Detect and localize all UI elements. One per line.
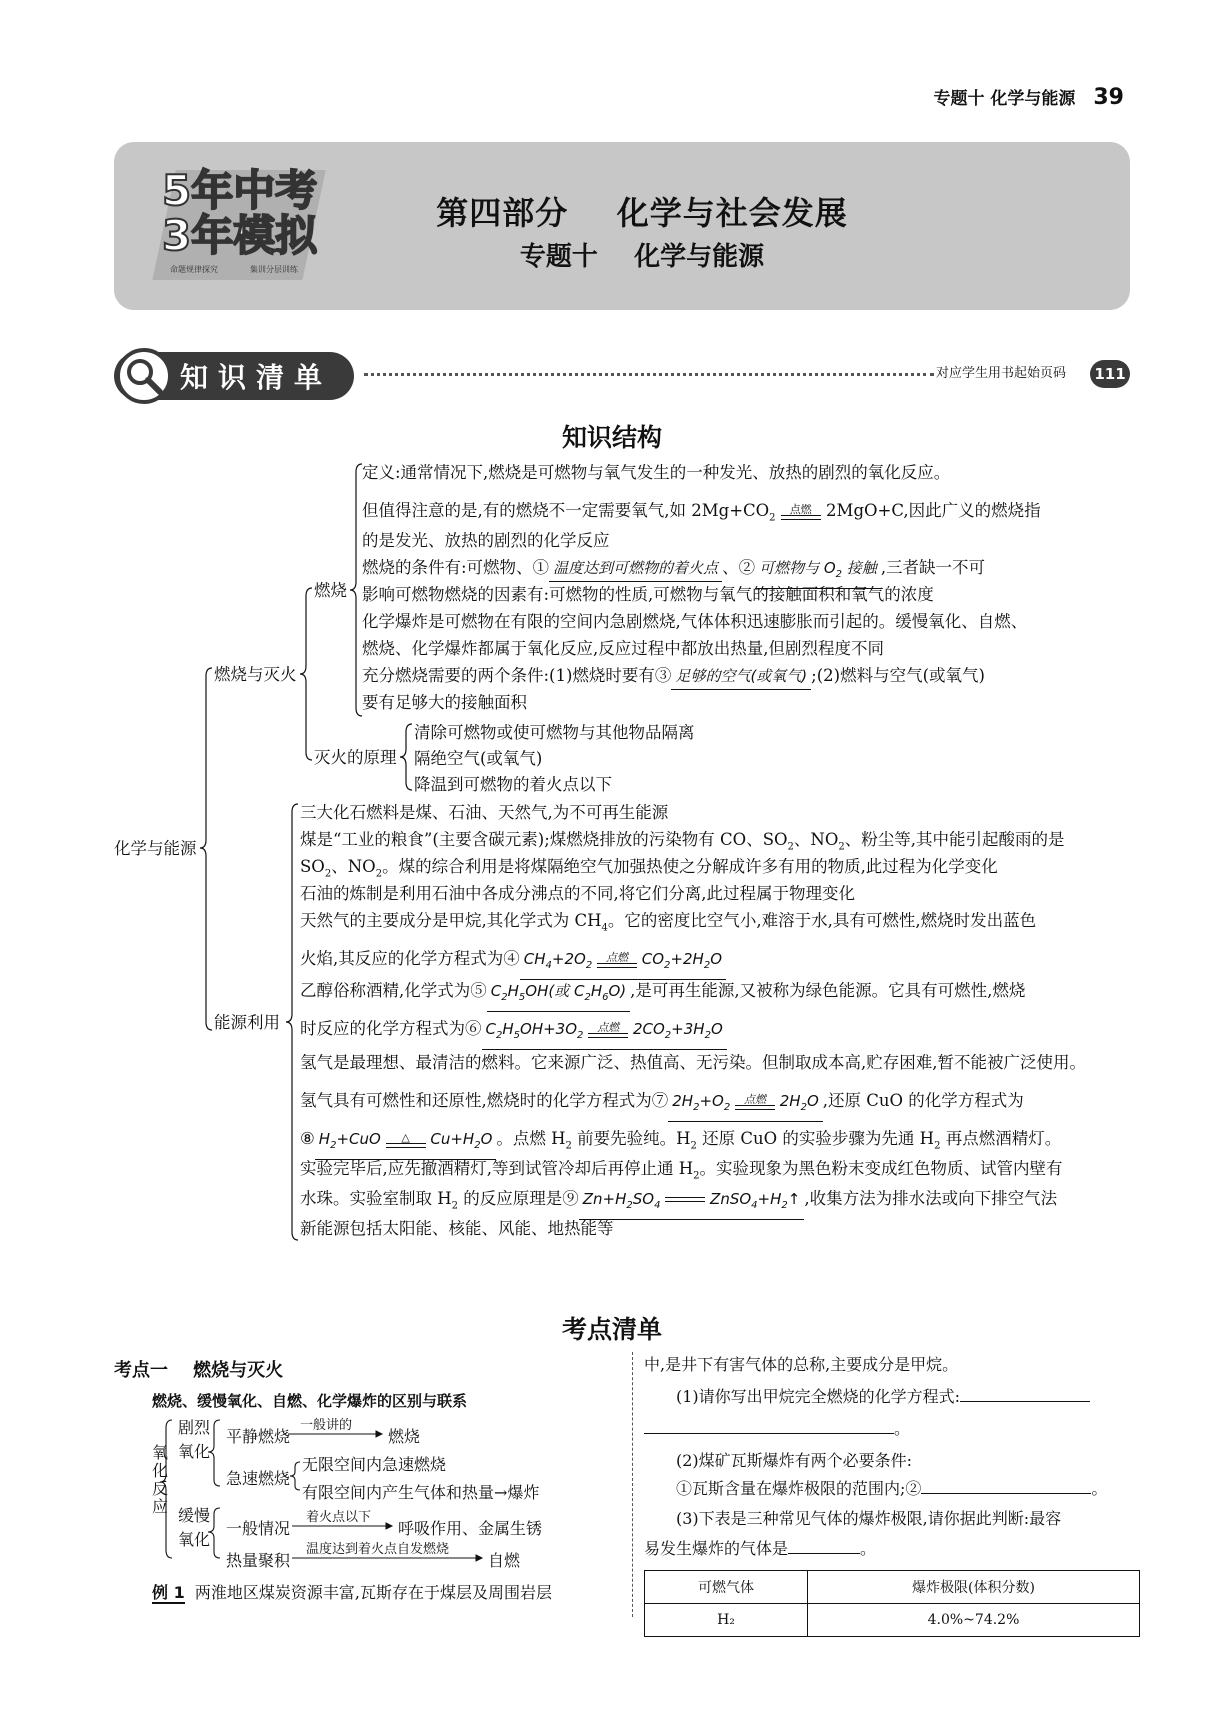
extinguish-line-1: 清除可燃物或使可燃物与其他物品隔离 (414, 723, 695, 742)
question-1: (1)请你写出甲烷完全燃烧的化学方程式: (676, 1384, 1090, 1407)
right-line-1: 中,是井下有害气体的总称,主要成分是甲烷。 (644, 1355, 959, 1374)
answer-blank-1b[interactable] (644, 1433, 894, 1434)
page-ref-label: 对应学生用书起始页码 (936, 366, 1067, 381)
energy-line-8: 时反应的化学方程式为⑥ $C_2H_5OH+3O_2$ 点燃 $2CO_2+3H_2O$ (300, 1016, 727, 1050)
answer-5: $C_2H_5OH$(或 $C_2H_6O$) (487, 978, 630, 1012)
question-1-line2: 。 (644, 1416, 910, 1439)
burning-line-8: 充分燃烧需要的两个条件:(1)燃烧时要有③ 足够的空气(或氧气) ;(2)燃料与空气(或氧气) (362, 663, 985, 690)
tree-root: 氧化反应 (152, 1443, 169, 1516)
tree-general-result: 呼吸作用、金属生锈 (398, 1519, 543, 1538)
energy-line-3: $SO_2$、$NO_2$。煤的综合利用是将煤隔绝空气加强热使之分解成许多有用的物质,此过程为化学变化 (300, 857, 998, 880)
burning-line-2: 但值得注意的是,有的燃烧不一定需要氧气,如 $2Mg+CO_2$ 点燃 2MgO+C,因此广义的燃烧指 (362, 501, 1041, 524)
branch-energy: 能源利用 (214, 1013, 280, 1032)
burning-line-7: 燃烧、化学爆炸都属于氧化反应,反应过程中都放出热量,但剧烈程度不同 (362, 639, 884, 658)
extinguish-line-3: 降温到可燃物的着火点以下 (414, 775, 612, 794)
answer-4: $CH_4+2O_2$ 点燃 $CO_2+2H_2O$ (520, 946, 726, 980)
tree-violent: 剧烈氧化 (178, 1418, 211, 1461)
tree-rapid-1: 无限空间内急速燃烧 (302, 1455, 447, 1474)
logo-line1: 5年中考 (162, 166, 318, 215)
energy-line-2: 煤是“工业的粮食”(主要含碳元素);煤燃烧排放的污染物有 CO、$SO_2$、$NO_2$、粉尘等,其中能引起酸雨的是 (300, 830, 1065, 853)
table-row (645, 1604, 1140, 1637)
root-node: 化学与能源 (114, 839, 197, 858)
tree-heat: 热量聚积 (226, 1551, 291, 1570)
example-label: 例 1 (152, 1583, 185, 1602)
energy-line-6: 火焰,其反应的化学方程式为④ $CH_4+2O_2$ 点燃 $CO_2+2H_2O$ (300, 946, 726, 980)
question-2: (2)煤矿瓦斯爆炸有两个必要条件: (676, 1451, 913, 1470)
answer-blank-2[interactable] (921, 1493, 1091, 1494)
column-divider (632, 1352, 633, 1617)
tree-heat-arrow-label: 温度达到着火点自发燃烧 (306, 1542, 450, 1557)
answer-3: 足够的空气(或氧气) (671, 663, 811, 690)
exam-title: 考点清单 (561, 1315, 662, 1344)
energy-line-5: 天然气的主要成分是甲烷,其化学式为 $CH_4$。它的密度比空气小,难溶于水,具有可燃性,燃烧时发出蓝色 (300, 911, 1037, 934)
example-1: 例 1 两淮地区煤炭资源丰富,瓦斯存在于煤层及周围岩层 (152, 1583, 552, 1602)
burning-line-6: 化学爆炸是可燃物在有限的空间内急剧燃烧,气体体积迅速膨胀而引起的。缓慢氧化、自燃、 (362, 612, 1028, 631)
point1-subtitle: 燃烧、缓慢氧化、自燃、化学爆炸的区别与联系 (152, 1392, 468, 1410)
burning-line-1: 定义:通常情况下,燃烧是可燃物与氧气发生的一种发光、放热的剧烈的氧化反应。 (362, 463, 951, 482)
page-number: 39 (1093, 85, 1124, 110)
tree-calm: 平静燃烧 (226, 1427, 291, 1446)
answer-6: $C_2H_5OH+3O_2$ 点燃 $2CO_2+3H_2O$ (482, 1016, 727, 1050)
tree-rapid: 急速燃烧 (226, 1469, 291, 1488)
answer-8: $H_2+CuO$ △ $Cu+H_2O$ (315, 1126, 497, 1160)
energy-line-14: 新能源包括太阳能、核能、风能、地热能等 (300, 1219, 614, 1238)
node-extinguish: 灭火的原理 (314, 748, 397, 767)
table-cell: H₂ (645, 1604, 808, 1637)
energy-line-13: 水珠。实验室制取 $H_2$ 的反应原理是⑨ $Zn+H_2SO_4$ $ZnSO_4+H_2↑$ ,收集方法为排水法或向下排空气法 (300, 1186, 1057, 1220)
section-label: 知识清单 (180, 361, 333, 394)
answer-9: $Zn+H_2SO_4$ $ZnSO_4+H_2↑$ (579, 1186, 805, 1220)
point1-title: 考点一 燃烧与灭火 (114, 1360, 284, 1381)
energy-line-1: 三大化石燃料是煤、石油、天然气,为不可再生能源 (300, 803, 669, 822)
table-header-row (645, 1571, 1140, 1604)
ignite-equals: 点燃 (781, 504, 821, 520)
energy-line-4: 石油的炼制是利用石油中各成分沸点的不同,将它们分离,此过程属于物理变化 (300, 884, 855, 903)
tree-general: 一般情况 (226, 1519, 291, 1538)
question-2a: ①瓦斯含量在爆炸极限的范围内;② 。 (676, 1479, 1108, 1498)
energy-line-9: 氢气是最理想、最清洁的燃料。它来源广泛、热值高、无污染。但制取成本高,贮存困难,暂不能被广泛使用。 (300, 1053, 1086, 1072)
answer-7: $2H_2+O_2$ 点燃 $2H_2O$ (668, 1088, 823, 1122)
energy-line-10: 氢气具有可燃性和还原性,燃烧时的化学方程式为⑦ $2H_2+O_2$ 点燃 $2H_2O$ ,还原 CuO 的化学方程式为 (300, 1088, 1024, 1122)
explosion-limit-table (644, 1570, 1140, 1637)
tree-rapid-2: 有限空间内产生气体和热量→爆炸 (302, 1483, 540, 1502)
answer-blank-1[interactable] (960, 1401, 1090, 1402)
logo-line2: 3年模拟 (162, 211, 318, 260)
energy-line-12: 实验完毕后,应先撤酒精灯,等到试管冷却后再停止通 $H_2$。实验现象为黑色粉末变成红色物质、试管内壁有 (300, 1159, 1063, 1182)
answer-1: 温度达到可燃物的着火点 (549, 555, 722, 582)
node-burning: 燃烧 (314, 581, 347, 600)
tree-calm-result: 燃烧 (388, 1427, 421, 1446)
branch-combustion: 燃烧与灭火 (214, 665, 297, 684)
answer-2: 可燃物与 $O_2$ 接触 (755, 555, 881, 589)
question-3: (3)下表是三种常见气体的爆炸极限,请你据此判断:最容 (676, 1509, 1062, 1528)
question-3b: 易发生爆炸的气体是 。 (644, 1539, 877, 1558)
burning-line-3: 的是发光、放热的剧烈的化学反应 (362, 531, 610, 550)
table-header: 爆炸极限(体积分数) (808, 1571, 1140, 1604)
burning-line-4: 燃烧的条件有:可燃物、① 温度达到可燃物的着火点 、② 可燃物与 $O_2$ 接触 ,三者缺一不可 (362, 555, 985, 589)
tree-slow: 缓慢氧化 (178, 1506, 211, 1549)
logo-sub2: 集训分层训练 (250, 265, 298, 274)
tree-general-arrow-label: 着火点以下 (306, 1510, 372, 1525)
structure-title: 知识结构 (561, 423, 662, 452)
logo-sub1: 命题规律探究 (170, 265, 218, 274)
page-ref-badge: 111 (1090, 360, 1130, 388)
extinguish-line-2: 隔绝空气(或氧气) (414, 749, 543, 768)
running-header-topic: 专题十 化学与能源 (933, 89, 1076, 109)
burning-line-5: 影响可燃物燃烧的因素有:可燃物的性质,可燃物与氧气的接触面积和氧气的浓度 (362, 585, 934, 604)
energy-line-11: ⑧ $H_2+CuO$ △ $Cu+H_2O$ 。点燃 $H_2$ 前要先验纯。$H_2$ 还原 CuO 的实验步骤为先通 $H_2$ 再点燃酒精灯。 (300, 1126, 1061, 1160)
answer-blank-3[interactable] (788, 1553, 860, 1554)
table-header: 可燃气体 (645, 1571, 808, 1604)
table-cell: 4.0%~74.2% (808, 1604, 1140, 1637)
tree-calm-arrow-label: 一般讲的 (300, 1418, 353, 1433)
burning-line-9: 要有足够大的接触面积 (362, 693, 527, 712)
topic-title: 专题十 化学与能源 (519, 242, 765, 272)
part-title: 第四部分 化学与社会发展 (436, 194, 848, 232)
tree-heat-result: 自燃 (488, 1551, 521, 1570)
energy-line-7: 乙醇俗称酒精,化学式为⑤ $C_2H_5OH$(或 $C_2H_6O$) ,是可再生能源,又被称为绿色能源。它具有可燃性,燃烧 (300, 978, 1025, 1012)
